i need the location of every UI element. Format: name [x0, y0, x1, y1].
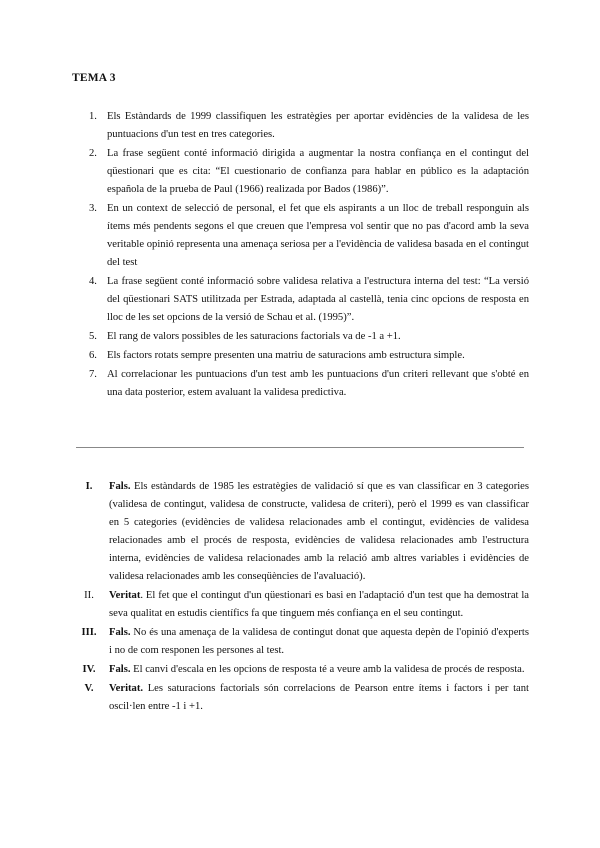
- question-number: 1.: [89, 111, 97, 122]
- question-number: 5.: [89, 331, 97, 342]
- question-number: 2.: [89, 148, 97, 159]
- answer-item: [75, 478, 529, 586]
- question-item: [75, 328, 529, 346]
- question-text: La frase següent conté informació dirigida a augmentar la nostra confiança en el contingut del qüestionari que es cita: “El cuestionario de confianza para hablar en público es la adaptación española de la prueba de Paul (1966) realizada por Bados (1986)”.: [107, 148, 529, 195]
- question-number: 4.: [89, 276, 97, 287]
- answer-text: El canvi d'escala en les opcions de resposta té a veure amb la validesa de procés de resposta.: [130, 664, 525, 675]
- question-text: El rang de valors possibles de les saturacions factorials va de -1 a +1.: [107, 331, 401, 342]
- question-item: [75, 366, 529, 402]
- question-number: 7.: [89, 369, 97, 380]
- question-number: 3.: [89, 203, 97, 214]
- question-number: 6.: [89, 350, 97, 361]
- answer-verdict: Fals.: [109, 481, 131, 492]
- question-item: [75, 145, 529, 199]
- answer-number: V.: [84, 683, 94, 694]
- question-text: En un context de selecció de personal, el fet que els aspirants a un lloc de treball responguin als ítems més pendents segons el que creuen que l'empresa vol sentir que no pas d'acord amb la seva veritable opinió representa una amenaça seriosa per a l'evidència de validesa basada en el contingut del test: [107, 203, 529, 268]
- answer-text: Les saturacions factorials són correlacions de Pearson entre ítems i factors i per tant oscil·len entre -1 i +1.: [109, 683, 529, 712]
- answer-number: IV.: [82, 664, 96, 675]
- answer-verdict: Veritat.: [109, 683, 144, 694]
- page-title: TEMA 3: [72, 72, 116, 84]
- answer-number: II.: [84, 590, 94, 601]
- answer-text: Els estàndards de 1985 les estratègies de validació sí que es van classificar en 3 categories (validesa de contingut, validesa de constructe, validesa de criteri), però el 1999 es van classificar en 5 categories (evidències de validesa relacionades amb el contingut, evidències de validesa relacionades amb el procés de resposta, evidències de validesa relacionades amb l'estructura interna, evidències de validesa relacionades amb la relació amb altres variables i evidències de validesa relacionades amb les conseqüències de l'avaluació).: [109, 481, 529, 582]
- section-divider: [76, 447, 524, 448]
- answer-item: [75, 587, 529, 623]
- answer-number: III.: [81, 627, 97, 638]
- question-text: La frase següent conté informació sobre validesa relativa a l'estructura interna del test: “La versió del qüestionari SATS utilitzada per Estrada, adaptada al castellà, tenia cinc opcions de resposta en lloc de les set opcions de la versió de Schau et al. (1995)”.: [107, 276, 529, 323]
- question-text: Els Estàndards de 1999 classifiquen les estratègies per aportar evidències de la validesa de les puntuacions d'un test en tres categories.: [107, 111, 529, 140]
- answer-number: I.: [85, 481, 93, 492]
- answer-verdict: Fals.: [109, 664, 131, 675]
- answer-verdict: Veritat: [109, 590, 141, 601]
- question-item: [75, 273, 529, 327]
- question-item: [75, 108, 529, 144]
- question-text: Al correlacionar les puntuacions d'un test amb les puntuacions d'un criteri rellevant que s'obté en una data posterior, estem avaluant la validesa predictiva.: [107, 369, 529, 398]
- answer-text: No és una amenaça de la validesa de contingut donat que aquesta depèn de l'opinió d'experts i no de com responen les persones al test.: [109, 627, 529, 656]
- answers-list: [75, 478, 529, 717]
- answer-item: [75, 624, 529, 660]
- answer-item: [75, 661, 529, 679]
- question-item: [75, 347, 529, 365]
- answer-verdict: Fals.: [109, 627, 131, 638]
- question-item: [75, 200, 529, 272]
- answer-item: [75, 680, 529, 716]
- question-text: Els factors rotats sempre presenten una matriu de saturacions amb estructura simple.: [107, 350, 465, 361]
- answer-text: . El fet que el contingut d'un qüestionari es basi en l'adaptació d'un test que ha demostrat la seva qualitat en estudis científics fa que tinguem més confiança en el seu contingut.: [109, 590, 529, 619]
- questions-list: [75, 108, 529, 403]
